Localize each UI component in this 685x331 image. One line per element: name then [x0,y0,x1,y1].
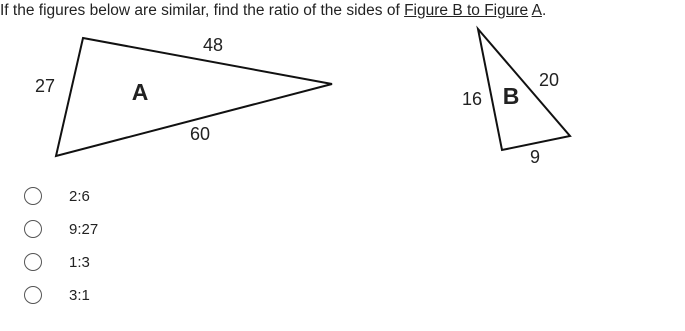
figure-a [35,35,332,156]
side-label-a-left: 27 [34,76,56,96]
question-link-a: A [531,2,542,19]
figure-label-b: B [502,83,520,109]
radio-button-icon[interactable] [24,286,42,304]
option-3[interactable] [24,250,90,274]
radio-button-icon[interactable] [24,253,42,271]
option-4-label: 3:1 [69,286,90,304]
question-link-figure-b-to-figure: Figure B to Figure [404,2,529,19]
figure-label-a: A [131,79,149,105]
figure-b [462,29,570,167]
side-label-b-bottom: 9 [529,147,541,167]
side-label-a-bottom: 60 [189,124,211,144]
question-prefix: If the figures below are similar, find the ratio of the sides of [0,2,405,19]
option-2-label: 9:27 [69,220,99,238]
option-1-label: 2:6 [69,187,90,205]
side-label-a-top: 48 [202,35,224,55]
question-suffix: . [541,2,547,19]
radio-button-icon[interactable] [24,220,42,238]
side-label-b-left: 16 [461,89,483,109]
option-1[interactable] [24,184,90,208]
option-2[interactable] [24,217,98,241]
option-3-label: 1:3 [69,253,90,271]
option-4[interactable] [24,283,90,307]
radio-button-icon[interactable] [24,187,42,205]
side-label-b-right: 20 [538,70,560,90]
